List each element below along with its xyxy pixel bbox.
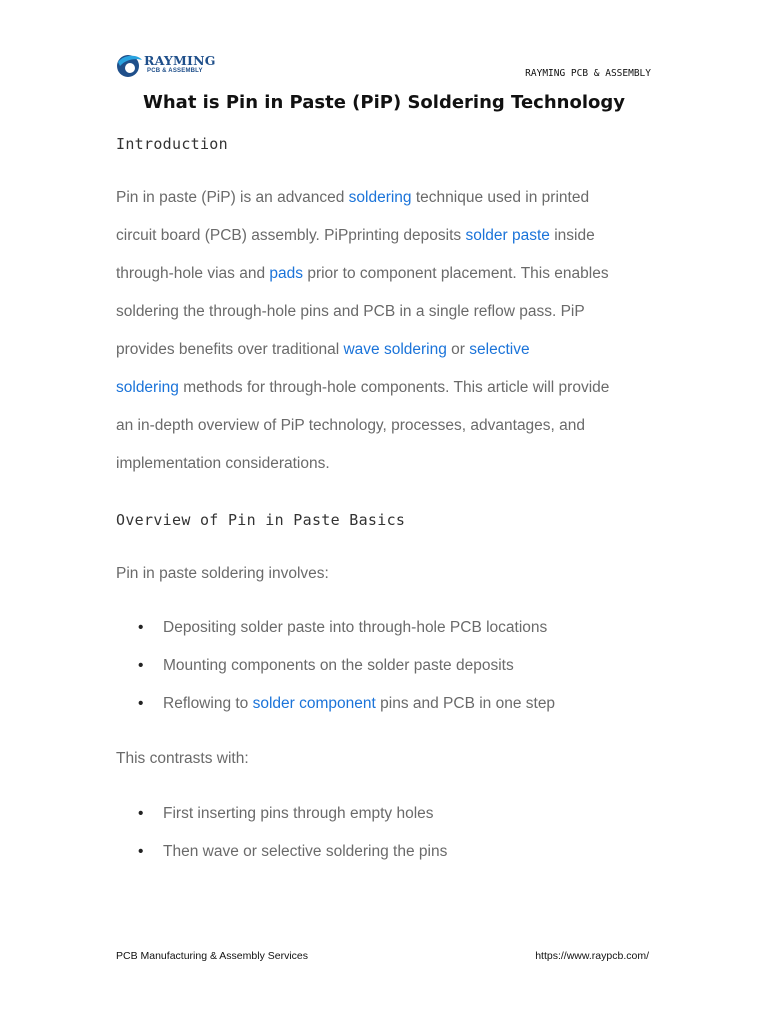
text-segment: an in-depth overview of PiP technology, processes, advantages, and	[116, 417, 586, 434]
intro-line	[116, 303, 585, 321]
inline-link[interactable]: solder paste	[465, 227, 550, 244]
text-segment: technique used in printed	[411, 189, 590, 206]
footer-services-text: PCB Manufacturing & Assembly Services	[116, 950, 308, 962]
text-segment: Pin in paste (PiP) is an advanced	[116, 189, 349, 206]
bullet-item	[163, 843, 447, 861]
text-segment: methods for through-hole components. This article will provide	[178, 379, 610, 396]
intro-line	[116, 265, 609, 283]
logo-subtitle: PCB & ASSEMBLY	[147, 68, 203, 74]
text-segment: circuit board (PCB) assembly. PiPprinting deposits	[116, 227, 466, 244]
intro-line	[116, 379, 609, 397]
contrasts-text: This contrasts with:	[116, 750, 249, 767]
inline-link[interactable]: wave soldering	[343, 341, 447, 358]
text-segment: through-hole vias and	[116, 265, 270, 282]
bullet-item	[163, 695, 555, 713]
involves-text: Pin in paste soldering involves:	[116, 565, 329, 582]
text-segment: Depositing solder paste into through-hole PCB locations	[163, 619, 548, 636]
text-segment: Then wave or selective soldering the pins	[163, 843, 448, 860]
bullet-dot: •	[138, 695, 144, 712]
logo-swirl-icon	[114, 50, 144, 80]
text-segment: soldering the through-hole pins and PCB in a single reflow pass. PiP	[116, 303, 585, 320]
inline-link[interactable]: selective	[469, 341, 530, 358]
intro-line	[116, 189, 589, 207]
page-title: What is Pin in Paste (PiP) Soldering Technology	[143, 92, 625, 113]
text-segment: Mounting components on the solder paste deposits	[163, 657, 514, 674]
section-heading-introduction: Introduction	[116, 135, 228, 153]
rayming-logo	[114, 50, 214, 80]
intro-line	[116, 417, 585, 435]
bullet-dot: •	[138, 619, 144, 636]
bullet-item	[163, 657, 514, 675]
inline-link[interactable]: soldering	[116, 379, 179, 396]
logo-name: RAYMING	[144, 53, 216, 68]
text-segment: Reflowing to	[163, 695, 253, 712]
bullet-dot: •	[138, 805, 144, 822]
inline-link[interactable]: pads	[269, 265, 304, 282]
intro-line	[116, 227, 595, 245]
bullet-item	[163, 619, 547, 637]
text-segment: or	[446, 341, 470, 358]
header-company-name: RAYMING PCB & ASSEMBLY	[525, 68, 651, 79]
text-segment: provides benefits over traditional	[116, 341, 344, 358]
bullet-dot: •	[138, 657, 144, 674]
text-segment: implementation considerations.	[116, 455, 330, 472]
text-segment: inside	[549, 227, 595, 244]
intro-line	[116, 455, 330, 473]
text-segment: pins and PCB in one step	[375, 695, 556, 712]
intro-line	[116, 341, 530, 359]
text-segment: First inserting pins through empty holes	[163, 805, 434, 822]
footer-url-link[interactable]: https://www.raypcb.com/	[535, 950, 649, 962]
bullet-dot: •	[138, 843, 144, 860]
text-segment: prior to component placement. This enables	[303, 265, 609, 282]
section-heading-basics: Overview of Pin in Paste Basics	[116, 511, 406, 529]
bullet-item	[163, 805, 434, 823]
inline-link[interactable]: soldering	[348, 189, 412, 206]
inline-link[interactable]: solder component	[252, 695, 376, 712]
